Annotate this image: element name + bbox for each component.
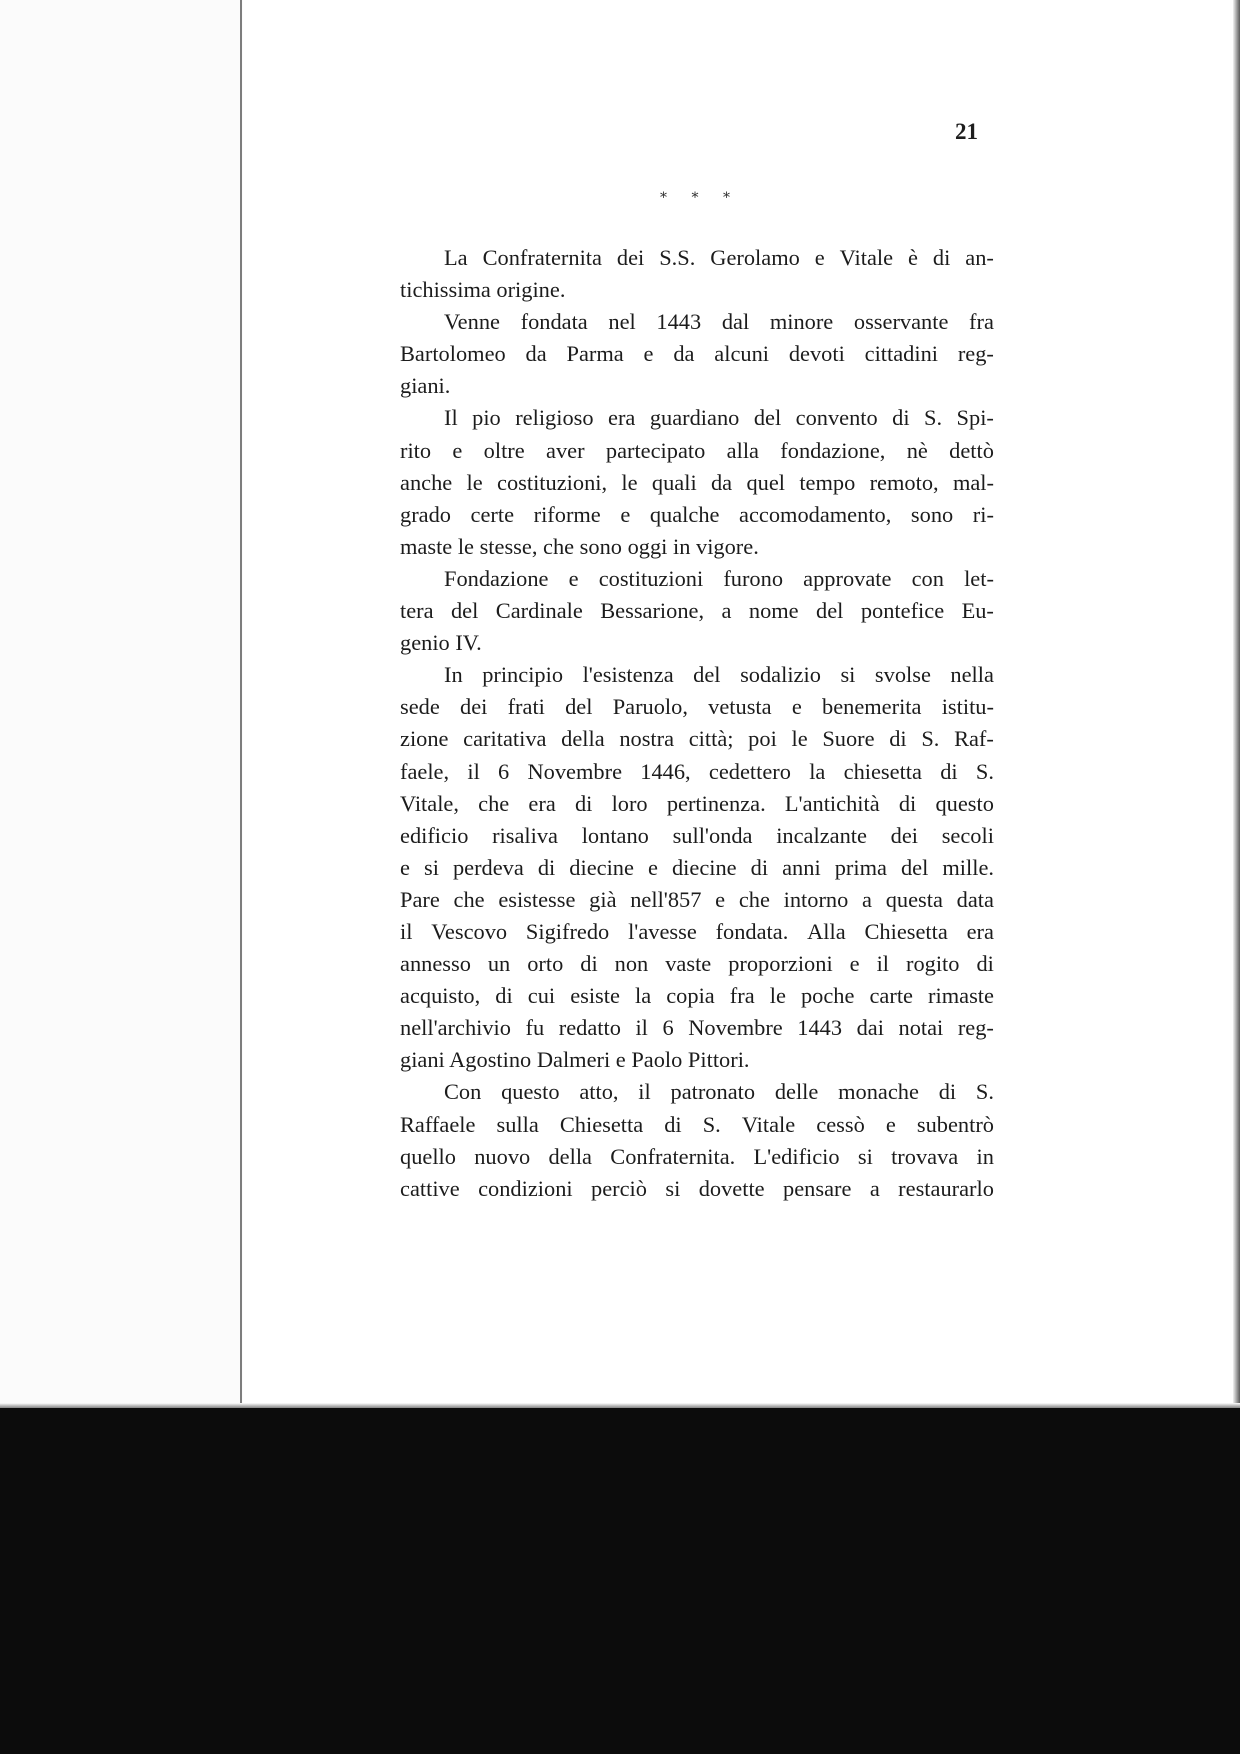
- paragraph: [400, 563, 994, 659]
- left-margin: [0, 0, 243, 1408]
- text-line: Venne fondata nel 1443 dal minore osservante fra: [444, 309, 994, 335]
- body-text: [400, 242, 994, 1205]
- text-line: Raffaele sulla Chiesetta di S. Vitale cessò e subentrò: [400, 1111, 994, 1137]
- text-line: La Confraternita dei S.S. Gerolamo e Vitale è di an-: [444, 245, 994, 270]
- text-line: faele, il 6 Novembre 1446, cedettero la chiesetta di S.: [400, 758, 994, 784]
- text-line: il Vescovo Sigifredo l'avesse fondata. Alla Chiesetta era: [400, 918, 994, 944]
- text-line: tera del Cardinale Bessarione, a nome del pontefice Eu-: [400, 598, 994, 624]
- paragraph: [400, 242, 994, 306]
- text-line: cattive condizioni perciò si dovette pensare a restaurarlo: [400, 1175, 994, 1201]
- scanner-background: [0, 1408, 1240, 1754]
- section-separator: * * *: [660, 190, 740, 206]
- paragraph: [400, 1076, 994, 1204]
- text-line: Fondazione e costituzioni furono approvate con let-: [444, 565, 994, 591]
- text-line: grado certe riforme e qualche accomodamento, sono ri-: [400, 501, 994, 527]
- text-line: genio IV.: [400, 630, 482, 656]
- page-edge-left: [240, 0, 242, 1408]
- page-number: 21: [955, 119, 978, 144]
- text-line: Con questo atto, il patronato delle monache di S.: [444, 1079, 994, 1105]
- text-line: Vitale, che era di loro pertinenza. L'antichità di questo: [400, 790, 994, 816]
- page-edge-right: [1233, 0, 1240, 1408]
- text-line: acquisto, di cui esiste la copia fra le poche carte rimaste: [400, 983, 994, 1009]
- text-line: Il pio religioso era guardiano del convento di S. Spi-: [444, 405, 994, 431]
- text-line: In principio l'esistenza del sodalizio si svolse nella: [444, 662, 994, 688]
- text-line: rito e oltre aver partecipato alla fondazione, nè dettò: [400, 437, 994, 463]
- text-line: edificio risaliva lontano sull'onda incalzante dei secoli: [400, 822, 994, 848]
- text-line: zione caritativa della nostra città; poi le Suore di S. Raf-: [400, 726, 994, 752]
- text-line: giani.: [400, 373, 451, 399]
- text-line: tichissima origine.: [400, 277, 566, 303]
- text-line: annesso un orto di non vaste proporzioni e il rogito di: [400, 951, 994, 977]
- text-line: sede dei frati del Paruolo, vetusta e benemerita istitu-: [400, 694, 994, 720]
- text-line: Bartolomeo da Parma e da alcuni devoti cittadini reg-: [400, 341, 994, 367]
- paragraph: [400, 402, 994, 562]
- text-line: anche le costituzioni, le quali da quel tempo remoto, mal-: [400, 469, 994, 495]
- paragraph: [400, 306, 994, 402]
- paragraph: [400, 659, 994, 1076]
- text-line: quello nuovo della Confraternita. L'edificio si trovava in: [400, 1143, 994, 1169]
- text-line: nell'archivio fu redatto il 6 Novembre 1443 dai notai reg-: [400, 1015, 994, 1041]
- text-line: giani Agostino Dalmeri e Paolo Pittori.: [400, 1047, 750, 1073]
- text-line: Pare che esistesse già nell'857 e che intorno a questa data: [400, 886, 994, 912]
- text-line: maste le stesse, che sono oggi in vigore.: [400, 533, 759, 559]
- text-line: e si perdeva di diecine e diecine di anni prima del mille.: [400, 854, 994, 880]
